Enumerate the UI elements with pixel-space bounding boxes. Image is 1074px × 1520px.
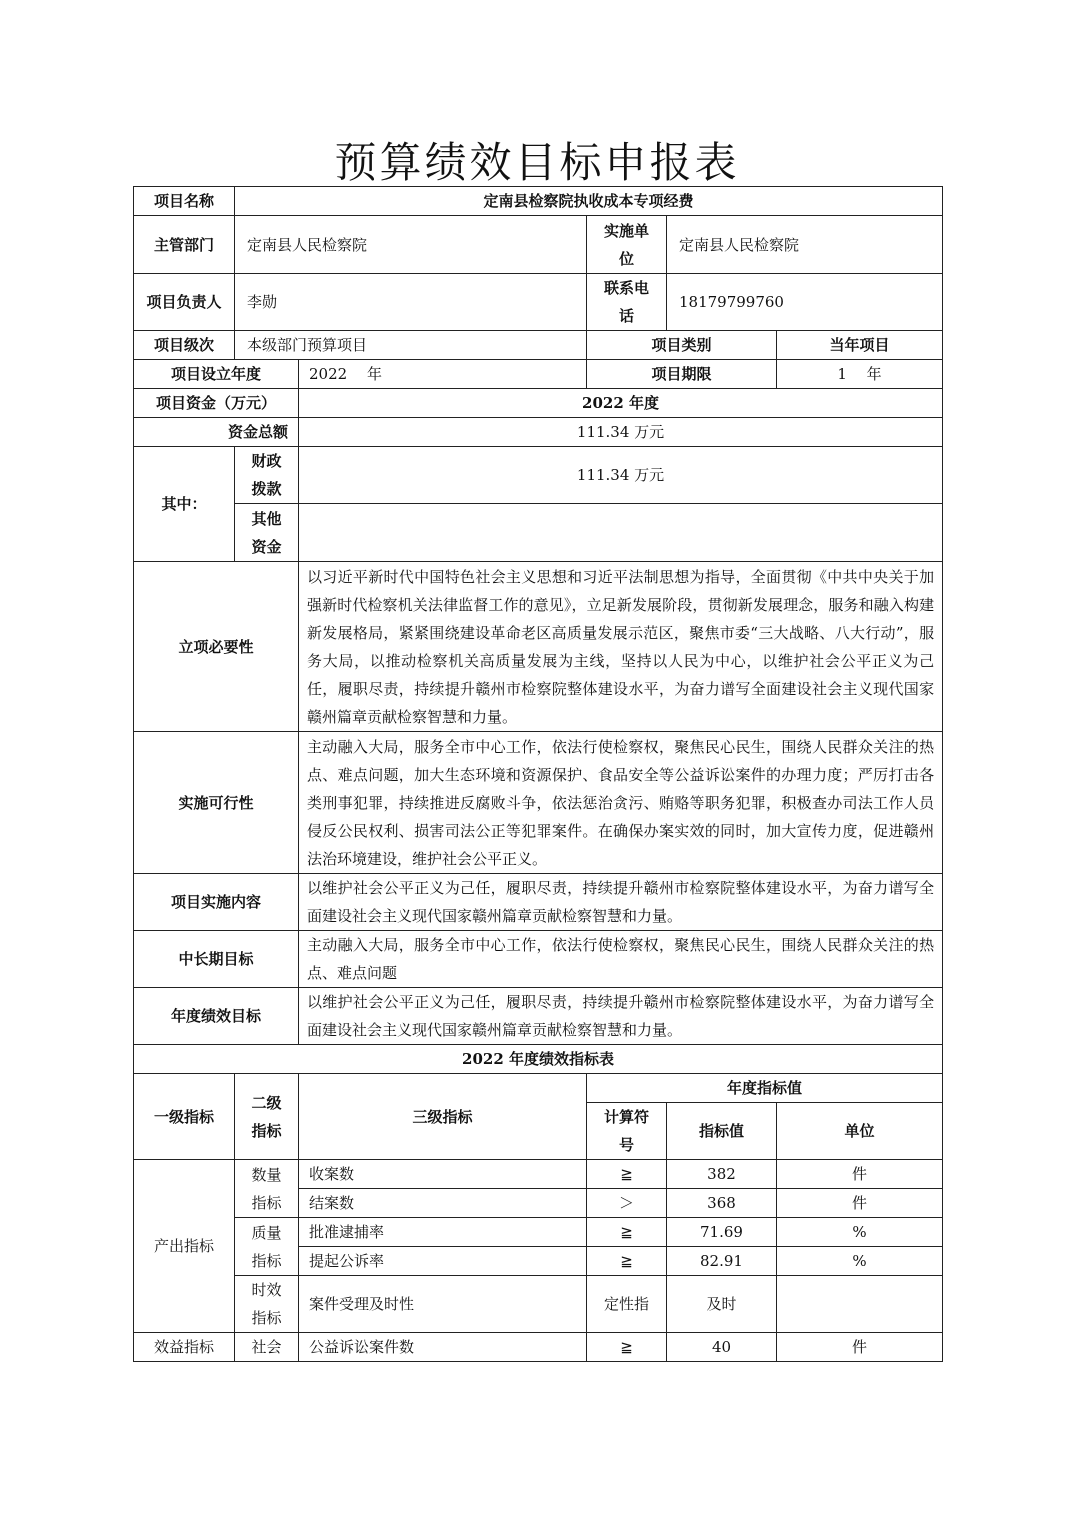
row-annual-goal bbox=[134, 988, 943, 1045]
value-annual-goal: 以维护社会公平正义为己任，履职尽责，持续提升赣州市检察院整体建设水平，为奋力谱写全面建设社会主义现代国家赣州篇章贡献检察智慧和力量。 bbox=[299, 988, 943, 1045]
group-quantity: 数量指标 bbox=[235, 1160, 299, 1218]
row-necessity bbox=[134, 562, 943, 732]
indicator-name: 收案数 bbox=[299, 1160, 587, 1189]
indicator-name: 公益诉讼案件数 bbox=[299, 1333, 587, 1362]
label-phone: 联系电话 bbox=[587, 274, 667, 331]
indicator-operator: 定性指 bbox=[587, 1276, 667, 1333]
indicator-unit: 件 bbox=[777, 1160, 943, 1189]
indicators-title: 2022 年度绩效指标表 bbox=[134, 1045, 943, 1074]
value-fiscal: 111.34 万元 bbox=[299, 447, 943, 504]
indicator-value: 71.69 bbox=[667, 1218, 777, 1247]
header-level2: 二级指标 bbox=[235, 1074, 299, 1160]
row-project-name bbox=[134, 187, 943, 216]
indicator-operator: ≧ bbox=[587, 1160, 667, 1189]
indicator-unit bbox=[777, 1276, 943, 1333]
table-row bbox=[134, 1276, 943, 1333]
row-fiscal bbox=[134, 447, 943, 504]
table-row bbox=[134, 1160, 943, 1189]
value-level: 本级部门预算项目 bbox=[235, 331, 587, 360]
row-indicator-header-1 bbox=[134, 1074, 943, 1103]
value-feasibility: 主动融入大局，服务全市中心工作，依法行使检察权，聚焦民心民生，围绕人民群众关注的热点、难点问题，加大生态环境和资源保护、食品安全等公益诉讼案件的办理力度；严厉打击各类刑事犯罪，持续推进反腐败斗争，依法惩治贪污、贿赂等职务犯罪，积极查办司法工作人员侵反公民权利、损害司法公正等犯罪案件。在确保办案实效的同时，加大宣传力度，促进赣州法治环境建设，维护社会公平正义。 bbox=[299, 732, 943, 874]
budget-performance-table bbox=[133, 186, 943, 1362]
value-content: 以维护社会公平正义为己任，履职尽责，持续提升赣州市检察院整体建设水平，为奋力谱写全面建设社会主义现代国家赣州篇章贡献检察智慧和力量。 bbox=[299, 874, 943, 931]
value-funds-total: 111.34 万元 bbox=[299, 418, 943, 447]
group-social: 社会 bbox=[235, 1333, 299, 1362]
indicator-unit: % bbox=[777, 1247, 943, 1276]
table-row bbox=[134, 1333, 943, 1362]
indicator-unit: % bbox=[777, 1218, 943, 1247]
indicator-value: 40 bbox=[667, 1333, 777, 1362]
row-indicators-title bbox=[134, 1045, 943, 1074]
group-benefit: 效益指标 bbox=[134, 1333, 235, 1362]
indicator-value: 368 bbox=[667, 1189, 777, 1218]
row-feasibility bbox=[134, 732, 943, 874]
value-implementer: 定南县人民检察院 bbox=[667, 216, 943, 274]
indicator-value: 82.91 bbox=[667, 1247, 777, 1276]
header-unit: 单位 bbox=[777, 1103, 943, 1160]
value-other bbox=[299, 504, 943, 562]
label-project-name: 项目名称 bbox=[134, 187, 235, 216]
row-funds-total bbox=[134, 418, 943, 447]
value-supervisor: 定南县人民检察院 bbox=[235, 216, 587, 274]
row-departments bbox=[134, 216, 943, 274]
value-longterm: 主动融入大局，服务全市中心工作，依法行使检察权，聚焦民心民生，围绕人民群众关注的热点、难点问题 bbox=[299, 931, 943, 988]
indicator-name: 批准逮捕率 bbox=[299, 1218, 587, 1247]
row-other bbox=[134, 504, 943, 562]
label-setup-year: 项目设立年度 bbox=[134, 360, 299, 389]
row-level bbox=[134, 331, 943, 360]
group-quality: 质量指标 bbox=[235, 1218, 299, 1276]
indicator-operator: ≧ bbox=[587, 1218, 667, 1247]
indicator-value: 382 bbox=[667, 1160, 777, 1189]
group-output: 产出指标 bbox=[134, 1160, 235, 1333]
label-level: 项目级次 bbox=[134, 331, 235, 360]
row-longterm bbox=[134, 931, 943, 988]
label-longterm: 中长期目标 bbox=[134, 931, 299, 988]
value-category: 当年项目 bbox=[777, 331, 943, 360]
indicator-name: 结案数 bbox=[299, 1189, 587, 1218]
value-phone: 18179799760 bbox=[667, 274, 943, 331]
row-contact bbox=[134, 274, 943, 331]
row-setup-year bbox=[134, 360, 943, 389]
label-necessity: 立项必要性 bbox=[134, 562, 299, 732]
row-content bbox=[134, 874, 943, 931]
label-funds-total: 资金总额 bbox=[134, 418, 299, 447]
label-supervisor: 主管部门 bbox=[134, 216, 235, 274]
label-feasibility: 实施可行性 bbox=[134, 732, 299, 874]
header-annual-value: 年度指标值 bbox=[587, 1074, 943, 1103]
value-necessity: 以习近平新时代中国特色社会主义思想和习近平法制思想为指导，全面贯彻《中共中央关于加强新时代检察机关法律监督工作的意见》，立足新发展阶段，贯彻新发展理念，服务和融入构建新发展格局，紧紧围绕建设革命老区高质量发展示范区，聚焦市委“三大战略、八大行动”，服务大局，以推动检察机关高质量发展为主线，坚持以人民为中心，以维护社会公平正义为己任，履职尽责，持续提升赣州市检察院整体建设水平，为奋力谱写全面建设社会主义现代国家赣州篇章贡献检察智慧和力量。 bbox=[299, 562, 943, 732]
table-row bbox=[134, 1218, 943, 1247]
indicator-operator: ≧ bbox=[587, 1333, 667, 1362]
indicator-value: 及时 bbox=[667, 1276, 777, 1333]
page-title: 预算绩效目标申报表 bbox=[334, 138, 740, 187]
label-category: 项目类别 bbox=[587, 331, 777, 360]
label-other: 其他资金 bbox=[235, 504, 299, 562]
header-level1: 一级指标 bbox=[134, 1074, 235, 1160]
header-value: 指标值 bbox=[667, 1103, 777, 1160]
indicator-unit: 件 bbox=[777, 1333, 943, 1362]
value-leader: 李勋 bbox=[235, 274, 587, 331]
indicator-operator: ＞ bbox=[587, 1189, 667, 1218]
indicator-name: 案件受理及时性 bbox=[299, 1276, 587, 1333]
label-funds: 项目资金（万元） bbox=[134, 389, 299, 418]
indicator-unit: 件 bbox=[777, 1189, 943, 1218]
label-content: 项目实施内容 bbox=[134, 874, 299, 931]
label-implementer: 实施单位 bbox=[587, 216, 667, 274]
value-project-name: 定南县检察院执收成本专项经费 bbox=[235, 187, 943, 216]
header-level3: 三级指标 bbox=[299, 1074, 587, 1160]
label-annual-goal: 年度绩效目标 bbox=[134, 988, 299, 1045]
row-funds-header bbox=[134, 389, 943, 418]
label-duration: 项目期限 bbox=[587, 360, 777, 389]
value-duration: 1 年 bbox=[777, 360, 943, 389]
value-setup-year: 2022 年 bbox=[299, 360, 587, 389]
label-among: 其中： bbox=[134, 447, 235, 562]
header-operator: 计算符号 bbox=[587, 1103, 667, 1160]
label-leader: 项目负责人 bbox=[134, 274, 235, 331]
indicator-name: 提起公诉率 bbox=[299, 1247, 587, 1276]
value-funds-year: 2022 年度 bbox=[299, 389, 943, 418]
label-fiscal: 财政拨款 bbox=[235, 447, 299, 504]
group-timeliness: 时效指标 bbox=[235, 1276, 299, 1333]
indicator-operator: ≧ bbox=[587, 1247, 667, 1276]
